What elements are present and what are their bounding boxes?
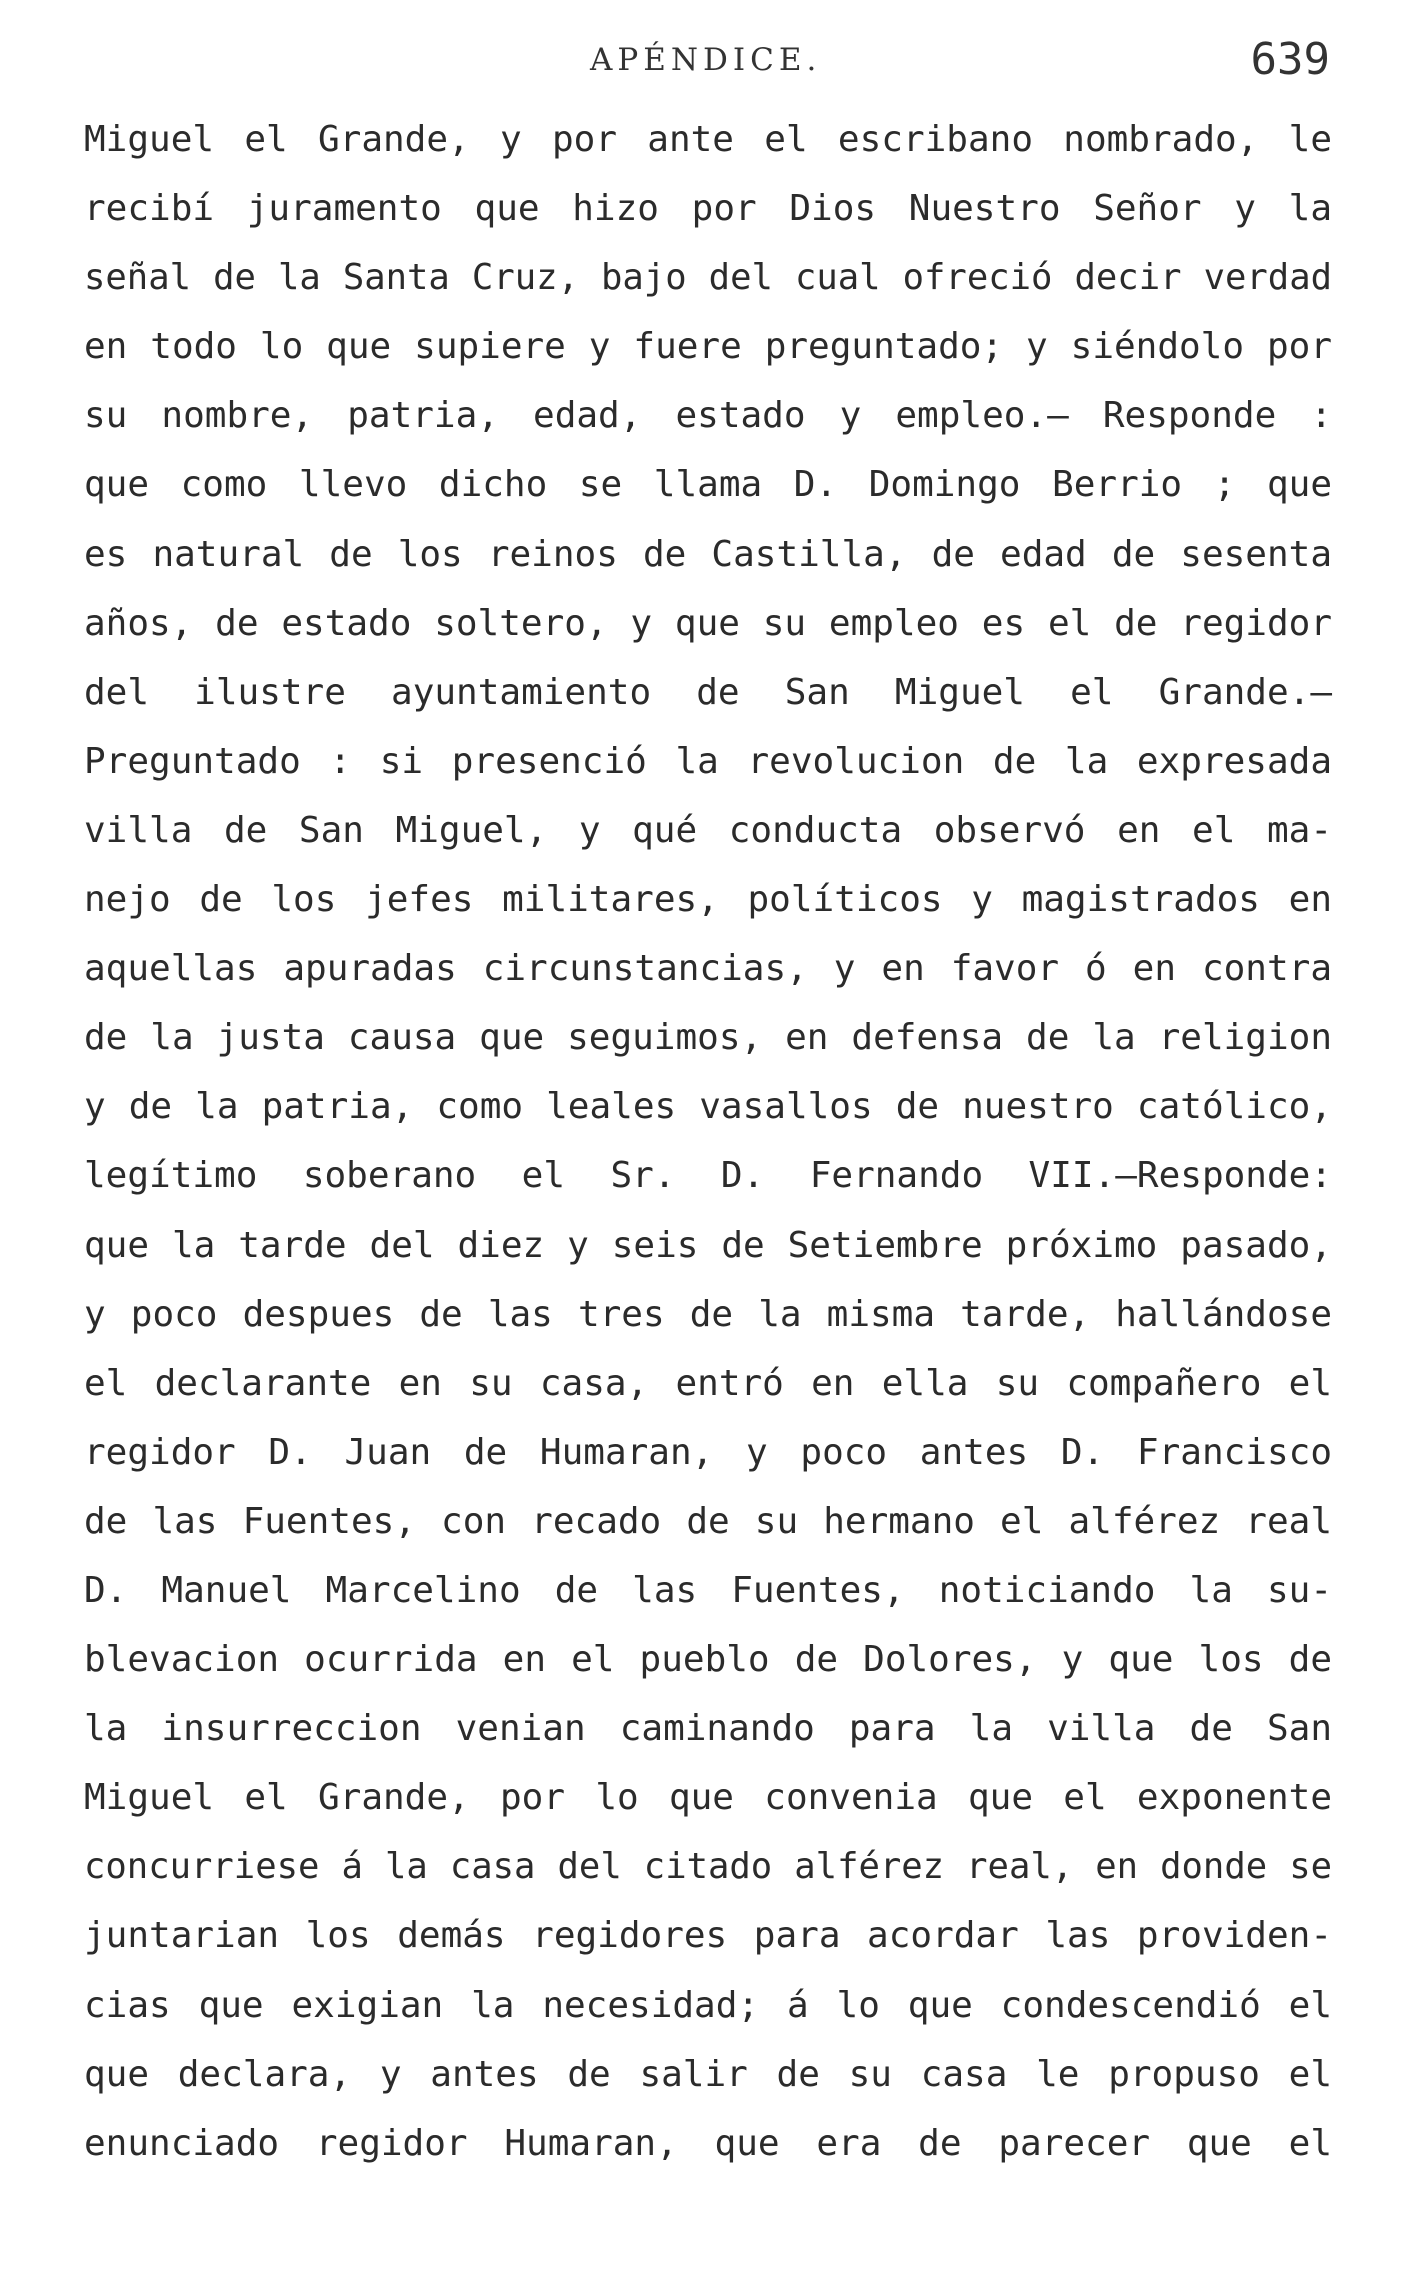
text-line: regidor D. Juan de Humaran, y poco antes D. Francisco	[84, 1431, 1332, 1473]
text-line: la insurreccion venian caminando para la villa de San	[84, 1708, 1332, 1750]
text-line: el declarante en su casa, entró en ella su compañero el	[84, 1362, 1332, 1404]
text-line: recibí juramento que hizo por Dios Nuestro Señor y la	[84, 188, 1332, 230]
text-line: en todo lo que supiere y fuere preguntado; y siéndolo por	[84, 326, 1332, 368]
text-line: que la tarde del diez y seis de Setiembre próximo pasado,	[84, 1224, 1332, 1266]
body-text	[84, 105, 1332, 2178]
text-line: aquellas apuradas circunstancias, y en favor ó en contra	[84, 948, 1332, 990]
text-line: y de la patria, como leales vasallos de nuestro católico,	[84, 1086, 1332, 1128]
text-line: y poco despues de las tres de la misma tarde, hallándose	[84, 1293, 1332, 1335]
text-line: que declara, y antes de salir de su casa le propuso el	[84, 2053, 1332, 2095]
text-line: de la justa causa que seguimos, en defensa de la religion	[84, 1017, 1332, 1059]
text-line: es natural de los reinos de Castilla, de edad de sesenta	[84, 533, 1332, 575]
text-line: Miguel el Grande, y por ante el escribano nombrado, le	[84, 119, 1332, 160]
text-line: Preguntado : si presenció la revolucion de la expresada	[84, 740, 1332, 782]
text-line: cias que exigian la necesidad; á lo que condescendió el	[84, 1984, 1332, 2026]
text-line: que como llevo dicho se llama D. Domingo Berrio ; que	[84, 464, 1332, 506]
text-line: legítimo soberano el Sr. D. Fernando VII.—Responde:	[84, 1155, 1332, 1197]
text-line: señal de la Santa Cruz, bajo del cual ofreció decir verdad	[84, 257, 1332, 299]
text-line: villa de San Miguel, y qué conducta observó en el ma-	[84, 809, 1332, 851]
running-title: APÉNDICE.	[590, 42, 822, 78]
text-line: concurriese á la casa del citado alférez real, en donde se	[84, 1846, 1332, 1888]
text-line: D. Manuel Marcelino de las Fuentes, noticiando la su-	[84, 1569, 1332, 1611]
text-line: Miguel el Grande, por lo que convenia que el exponente	[84, 1777, 1332, 1819]
text-line: nejo de los jefes militares, políticos y magistrados en	[84, 879, 1332, 921]
text-line: del ilustre ayuntamiento de San Miguel el Grande.—	[84, 671, 1332, 713]
text-line: juntarian los demás regidores para acordar las providen-	[84, 1915, 1332, 1957]
text-line: blevacion ocurrida en el pueblo de Dolores, y que los de	[84, 1639, 1332, 1681]
text-line: enunciado regidor Humaran, que era de parecer que el	[84, 2122, 1332, 2164]
text-line: su nombre, patria, edad, estado y empleo.— Responde :	[84, 395, 1332, 437]
running-header	[0, 34, 1414, 84]
text-line: años, de estado soltero, y que su empleo es el de regidor	[84, 602, 1332, 644]
page-number: 639	[1250, 34, 1330, 85]
text-line: de las Fuentes, con recado de su hermano el alférez real	[84, 1500, 1332, 1542]
